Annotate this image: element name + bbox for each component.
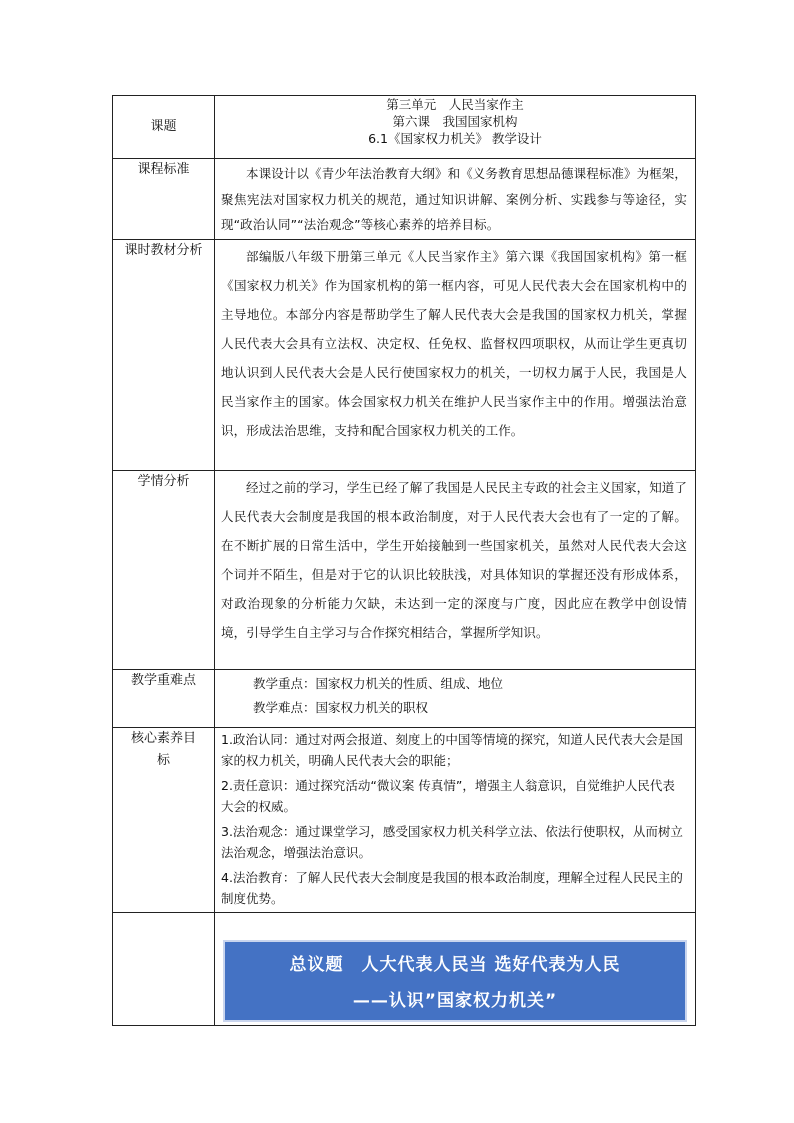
key-points-content xyxy=(215,670,696,728)
label-students xyxy=(113,471,215,670)
label-empty xyxy=(113,913,215,1026)
banner-line-1: 总议题 人大代表人民当 选好代表为人民 xyxy=(289,955,621,975)
students-text: 经过之前的学习，学生已经了解了我国是人民民主专政的社会主义国家，知道了人民代表大会制度是我国的根本政治制度，对于人民代表大会也有了一定的了解。在不断扩展的日常生活中，学生开始接触到一些国家机关，虽然对人民代表大会这个词并不陌生，但是对于它的认识比较肤浅，对具体知识的掌握还没有形成体系，对政治现象的分析能力欠缺，未达到一定的深度与广度，因此应在教学中创设情境，引导学生自主学习与合作探究相结合，掌握所学知识。 xyxy=(221,480,688,640)
teaching-focus: 教学重点：国家权力机关的性质、组成、地位 xyxy=(253,676,504,691)
students-content xyxy=(215,471,696,670)
label-title-text: 课题 xyxy=(150,119,177,134)
goal-item: 2.责任意识：通过探究活动“微议案 传真情”，增强主人翁意识，自觉维护人民代表大会的权威。 xyxy=(221,778,675,814)
unit-title: 第三单元 人民当家作主 xyxy=(386,97,524,112)
label-goals-text: 核心素养目标 xyxy=(130,731,196,768)
teaching-difficulty: 教学难点：国家权力机关的职权 xyxy=(253,700,429,715)
label-goals xyxy=(113,728,215,913)
label-textbook-text: 课时教材分析 xyxy=(124,243,203,258)
standard-content xyxy=(215,159,696,240)
banner-line-2: ——认识”国家权力机关” xyxy=(352,991,558,1011)
goal-item: 4.法治教育：了解人民代表大会制度是我国的根本政治制度，理解全过程人民民主的制度优势。 xyxy=(221,870,683,906)
banner-content xyxy=(215,913,696,1026)
row-goals xyxy=(113,728,696,913)
label-key-points-text: 教学重难点 xyxy=(130,673,196,688)
label-title xyxy=(113,96,215,159)
row-key-points xyxy=(113,670,696,728)
topic-banner xyxy=(223,940,687,1022)
standard-text: 本课设计以《青少年法治教育大纲》和《义务教育思想品德课程标准》为框架，聚焦宪法对国家权力机关的规范，通过知识讲解、案例分析、实践参与等途径，实现“政治认同”“法治观念”等核心素养的培养目标。 xyxy=(221,166,688,232)
title-content xyxy=(215,96,696,159)
label-standard-text: 课程标准 xyxy=(137,162,190,177)
goal-item: 1.政治认同：通过对两会报道、刻度上的中国等情境的探究，知道人民代表大会是国家的权力机关，明确人民代表大会的职能； xyxy=(221,732,683,768)
label-textbook xyxy=(113,240,215,471)
label-key-points xyxy=(113,670,215,728)
goal-item: 3.法治观念：通过课堂学习，感受国家权力机关科学立法、依法行使职权，从而树立法治观念，增强法治意识。 xyxy=(221,824,683,860)
label-standard xyxy=(113,159,215,240)
lesson-plan-table xyxy=(112,95,696,1026)
section-title: 6.1《国家权力机关》 教学设计 xyxy=(368,131,542,146)
label-students-text: 学情分析 xyxy=(137,474,190,489)
textbook-content xyxy=(215,240,696,471)
row-textbook xyxy=(113,240,696,471)
row-standard xyxy=(113,159,696,240)
textbook-text: 部编版八年级下册第三单元《人民当家作主》第六课《我国国家机构》第一框《国家权力机关》作为国家机构的第一框内容，可见人民代表大会在国家机构中的主导地位。本部分内容是帮助学生了解人民代表大会是我国的国家权力机关，掌握人民代表大会具有立法权、决定权、任免权、监督权四项职权，从而让学生更真切地认识到人民代表大会是人民行使国家权力的机关，一切权力属于人民，我国是人民当家作主的国家。体会国家权力机关在维护人民当家作主中的作用。增强法治意识，形成法治思维，支持和配合国家权力机关的工作。 xyxy=(221,249,687,438)
lesson-title: 第六课 我国国家机构 xyxy=(392,114,518,129)
goals-content xyxy=(215,728,696,913)
row-students xyxy=(113,471,696,670)
row-banner xyxy=(113,913,696,1026)
row-title xyxy=(113,96,696,159)
